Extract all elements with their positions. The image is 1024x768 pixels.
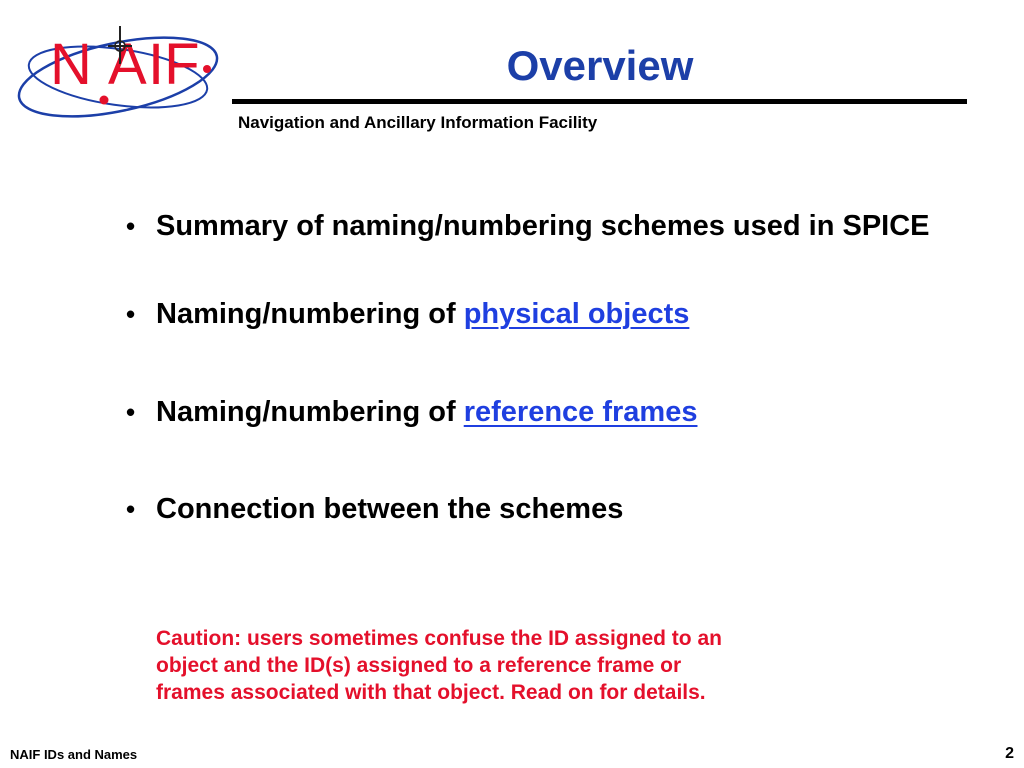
bullet-marker: • [126, 494, 136, 524]
header-divider [232, 99, 967, 104]
bullet-item [120, 296, 940, 332]
bullet-list [120, 208, 940, 527]
bullet-text: Naming/numbering of [156, 298, 464, 330]
reference-frames-link[interactable]: reference frames [463, 396, 698, 428]
page-number: 2 [1005, 745, 1014, 762]
bullet-text: Naming/numbering of [156, 396, 464, 428]
svg-text:A: A [108, 32, 147, 97]
caution-note: Caution: users sometimes confuse the ID assigned to an object and the ID(s) assigned to a reference frame or frames associated with that object. Read on for details. [156, 627, 722, 704]
bullet-marker: • [126, 397, 136, 427]
svg-text:N: N [50, 32, 92, 97]
bullet-item [120, 491, 940, 527]
physical-objects-link[interactable]: physical objects [463, 298, 690, 330]
bullet-marker: • [126, 299, 136, 329]
naif-logo-graphic [10, 22, 230, 126]
bullet-item [120, 394, 940, 430]
footer-title: NAIF IDs and Names [10, 747, 138, 762]
bullet-text: Connection between the schemes [156, 493, 624, 525]
page-title: Overview [506, 42, 694, 89]
bullet-text: Summary of naming/numbering schemes used in SPICE [156, 210, 930, 242]
bullet-marker: • [126, 211, 136, 241]
naif-logo [10, 22, 230, 126]
bullet-item [120, 208, 940, 244]
page-subtitle: Navigation and Ancillary Information Facility [238, 113, 598, 132]
svg-text:IF: IF [148, 32, 200, 97]
